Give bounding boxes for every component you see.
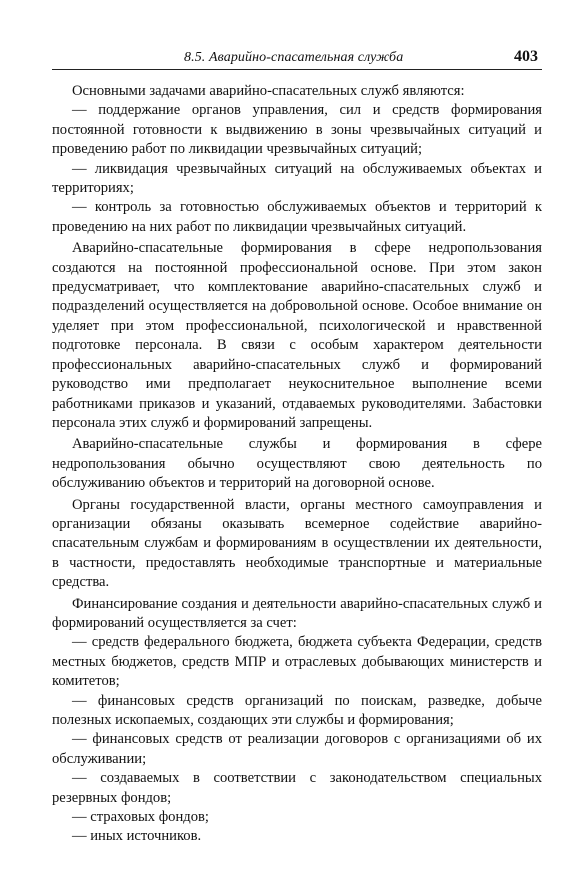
list-item: — создаваемых в соответствии с законодательством специальных резервных фондов; (52, 770, 542, 806)
paragraph-intro: Основными задачами аварийно-спасательных служб являются: (72, 83, 465, 99)
running-title: 8.5. Аварийно-спасательная служба (184, 50, 404, 65)
list-item: — страховых фондов; (72, 809, 209, 826)
paragraph: Финансирование создания и деятельности аварийно-спасательных служб и формирований осуществляется за счет: (52, 595, 542, 631)
list-item: — ликвидация чрезвычайных ситуаций на обслуживаемых объектах и территориях; (52, 160, 542, 197)
list-item: — поддержание органов управления, сил и средств формирования постоянной готовности к выдвижению в зоны чрезвычайных ситуаций и проведению работ по ликвидации чрезвычайных ситуаций; (52, 102, 542, 158)
header-rule (52, 69, 542, 70)
page-number: 403 (514, 48, 538, 65)
paragraph: Органы государственной власти, органы местного самоуправления и организации обязаны оказывать всемерное содействие аварийно-спасательным службам и формированиям в осуществлении их деятельности, в частности, предоставлять необходимые транспортные и материальные средства. (52, 496, 542, 591)
body-text (52, 82, 542, 847)
list-item: — финансовых средств от реализации договоров с организациями об их обслуживании; (52, 731, 542, 767)
list-item: — иных источников. (72, 828, 202, 845)
list-item: — средств федерального бюджета, бюджета субъекта Федерации, средств местных бюджетов, средств МПР и отраслевых добывающих министерств и комитетов; (52, 634, 542, 690)
page-header (52, 38, 542, 66)
paragraph: Аварийно-спасательные формирования в сфере недропользования создаются на постоянной профессиональной основе. При этом закон предусматривает, что комплектование аварийно-спасательных служб и подразделений осуществляется на добровольной основе. Особое внимание он уделяет при этом профессиональной, психологической и нравственной подготовке персонала. В связи с особым характером деятельности профессиональных аварийно-спасательных служб и формирований руководство ими предполагает неукоснительное выполнение всеми работниками приказов и указаний, отдаваемых руководителями. Забастовки персонала этих служб и формирований запрещены. (52, 240, 542, 431)
list-item: — контроль за готовностью обслуживаемых объектов и территорий к проведению на них работ по ликвидации чрезвычайных ситуаций. (52, 199, 542, 235)
paragraph: Аварийно-спасательные службы и формирования в сфере недропользования обычно осуществляют свою деятельность по обслуживанию объектов и территорий на договорной основе. (52, 436, 542, 492)
list-item: — финансовых средств организаций по поискам, разведке, добыче полезных ископаемых, создающих эти службы и формирования; (52, 692, 542, 728)
